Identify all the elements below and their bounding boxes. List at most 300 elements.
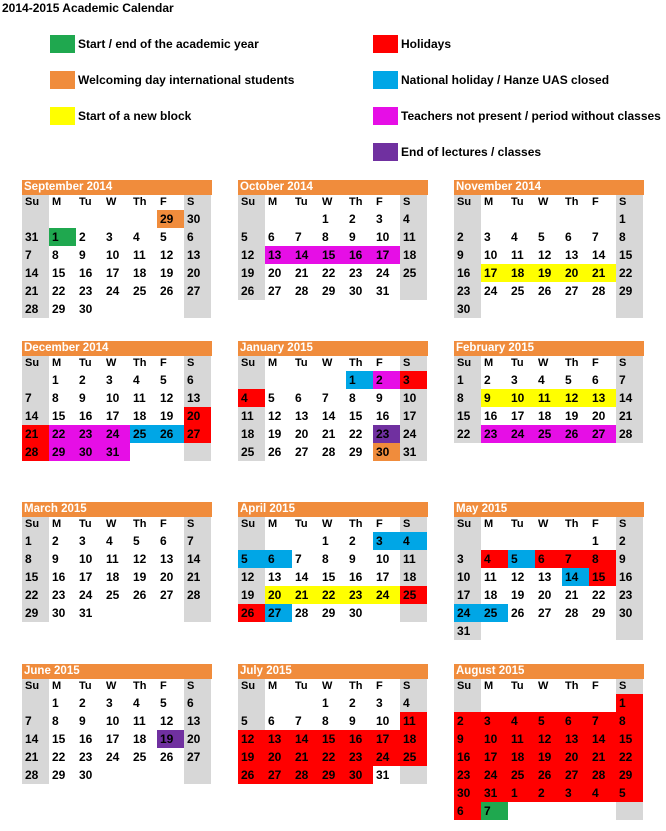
weekday-label: Su <box>22 195 49 210</box>
day-cell: 8 <box>322 552 329 566</box>
day-cell: 6 <box>295 391 302 405</box>
day-cell: 13 <box>538 570 552 584</box>
day-cell: 16 <box>52 570 66 584</box>
day-cell: 22 <box>592 588 606 602</box>
day-cell: 2 <box>616 532 643 550</box>
day-cell <box>373 604 400 622</box>
day-cell: 11 <box>238 407 265 425</box>
day-cell: 14 <box>184 550 211 568</box>
month-title: January 2015 <box>238 341 428 356</box>
day-cell: 27 <box>268 284 282 298</box>
day-cell: 22 <box>454 425 481 443</box>
month-block <box>238 664 428 784</box>
day-cell: 19 <box>238 586 265 604</box>
day-cell <box>130 300 157 318</box>
day-cell: 26 <box>238 604 265 622</box>
week-row <box>454 246 644 264</box>
day-cell: 29 <box>157 210 184 228</box>
week-row <box>238 766 428 784</box>
day-cell: 3 <box>106 373 113 387</box>
day-cell: 26 <box>268 445 282 459</box>
day-cell: 15 <box>349 409 363 423</box>
day-cell: 10 <box>376 714 390 728</box>
day-cell: 5 <box>508 550 535 568</box>
legend-label: Holidays <box>401 37 452 51</box>
day-cell: 29 <box>319 766 346 784</box>
day-cell: 9 <box>349 714 356 728</box>
weekday-header <box>454 356 644 371</box>
legend-item <box>50 107 191 125</box>
day-cell: 6 <box>454 802 481 820</box>
day-cell <box>238 371 265 389</box>
day-cell: 29 <box>49 443 76 461</box>
day-cell <box>400 766 427 784</box>
week-row <box>454 371 644 389</box>
day-cell: 3 <box>454 550 481 568</box>
weekday-label: W <box>322 518 333 530</box>
month-days <box>238 517 428 622</box>
day-cell: 5 <box>565 373 572 387</box>
day-cell: 11 <box>484 570 497 584</box>
day-cell: 12 <box>538 248 552 262</box>
week-row <box>22 712 212 730</box>
day-cell: 22 <box>49 425 76 443</box>
day-cell: 17 <box>481 748 508 766</box>
day-cell: 21 <box>292 748 319 766</box>
day-cell: 12 <box>562 389 589 407</box>
weekday-label: M <box>52 196 62 208</box>
day-cell: 17 <box>79 570 93 584</box>
weekday-header <box>238 679 428 694</box>
week-row <box>454 802 644 820</box>
month-days <box>238 195 428 300</box>
day-cell: 25 <box>400 264 427 282</box>
week-row <box>22 264 212 282</box>
week-row <box>238 246 428 264</box>
day-cell: 18 <box>133 732 147 746</box>
weekday-label: W <box>538 196 549 208</box>
day-cell <box>508 532 535 550</box>
weekday-label: W <box>322 357 333 369</box>
day-cell <box>535 532 562 550</box>
legend-item <box>50 71 294 89</box>
day-cell: 31 <box>454 622 481 640</box>
day-cell: 1 <box>52 373 59 387</box>
day-cell <box>616 300 643 318</box>
day-cell: 8 <box>52 248 59 262</box>
day-cell: 29 <box>52 768 66 782</box>
week-row <box>238 425 428 443</box>
day-cell: 25 <box>535 425 562 443</box>
day-cell: 24 <box>106 284 120 298</box>
day-cell: 21 <box>292 586 319 604</box>
day-cell: 6 <box>265 550 292 568</box>
weekday-header <box>22 517 212 532</box>
day-cell: 1 <box>616 694 643 712</box>
day-cell: 24 <box>400 425 427 443</box>
day-cell: 28 <box>22 300 49 318</box>
legend-swatch <box>50 107 75 125</box>
day-cell: 2 <box>349 696 356 710</box>
week-row <box>22 766 212 784</box>
week-row <box>454 766 644 784</box>
day-cell: 20 <box>160 570 174 584</box>
day-cell: 31 <box>103 443 130 461</box>
weekday-label: W <box>538 680 549 692</box>
weekday-label: Tu <box>295 680 308 692</box>
day-cell <box>508 210 535 228</box>
day-cell <box>589 300 616 318</box>
day-cell: 1 <box>592 534 599 548</box>
weekday-label: F <box>160 357 167 369</box>
day-cell: 24 <box>484 284 498 298</box>
week-row <box>22 228 212 246</box>
day-cell: 5 <box>160 230 167 244</box>
weekday-label: M <box>484 680 494 692</box>
day-cell: 16 <box>349 570 363 584</box>
weekday-label: W <box>106 680 117 692</box>
day-cell: 5 <box>535 712 562 730</box>
day-cell <box>454 694 481 712</box>
day-cell: 17 <box>373 730 400 748</box>
day-cell <box>562 532 589 550</box>
day-cell: 23 <box>79 750 93 764</box>
day-cell <box>481 210 508 228</box>
day-cell: 28 <box>22 766 49 784</box>
weekday-header <box>454 679 644 694</box>
month-title: October 2014 <box>238 180 428 195</box>
day-cell: 10 <box>400 389 427 407</box>
day-cell: 19 <box>157 730 184 748</box>
weekday-label: Su <box>22 517 49 532</box>
day-cell: 17 <box>106 732 120 746</box>
weekday-label: Su <box>22 679 49 694</box>
weekday-label: Th <box>133 518 147 530</box>
weekday-header <box>22 679 212 694</box>
weekday-label: S <box>616 517 643 532</box>
day-cell <box>319 371 346 389</box>
day-cell: 9 <box>481 389 508 407</box>
day-cell: 4 <box>538 373 545 387</box>
weekday-label: Su <box>454 517 481 532</box>
day-cell: 29 <box>322 606 336 620</box>
day-cell <box>238 210 265 228</box>
day-cell: 22 <box>322 266 336 280</box>
day-cell <box>508 694 535 712</box>
day-cell: 19 <box>535 748 562 766</box>
weekday-label: S <box>184 195 211 210</box>
day-cell: 21 <box>184 568 211 586</box>
weekday-header <box>22 195 212 210</box>
week-row <box>238 568 428 586</box>
day-cell: 24 <box>373 586 400 604</box>
day-cell: 30 <box>79 302 93 316</box>
week-row <box>22 532 212 550</box>
weekday-label: S <box>616 195 643 210</box>
legend-label: Welcoming day international students <box>78 73 295 87</box>
day-cell: 27 <box>160 588 174 602</box>
day-cell: 19 <box>238 264 265 282</box>
day-cell: 6 <box>160 534 167 548</box>
day-cell: 17 <box>106 409 120 423</box>
day-cell: 15 <box>52 732 66 746</box>
day-cell: 18 <box>238 425 265 443</box>
day-cell: 7 <box>295 714 302 728</box>
day-cell: 4 <box>511 230 518 244</box>
day-cell: 16 <box>484 409 498 423</box>
day-cell: 12 <box>268 409 282 423</box>
day-cell <box>130 604 157 622</box>
weekday-label: Su <box>238 356 265 371</box>
week-row <box>22 210 212 228</box>
day-cell: 11 <box>511 248 524 262</box>
day-cell <box>103 300 130 318</box>
day-cell: 16 <box>616 568 643 586</box>
day-cell <box>265 371 292 389</box>
day-cell: 1 <box>454 371 481 389</box>
day-cell <box>589 210 616 228</box>
day-cell: 5 <box>238 712 265 730</box>
legend-swatch <box>373 71 398 89</box>
day-cell: 18 <box>484 588 498 602</box>
day-cell: 17 <box>373 246 400 264</box>
week-row <box>22 604 212 622</box>
weekday-label: M <box>484 357 494 369</box>
weekday-label: F <box>376 518 383 530</box>
day-cell: 5 <box>538 230 545 244</box>
day-cell: 28 <box>322 445 336 459</box>
weekday-label: Th <box>133 357 147 369</box>
day-cell: 3 <box>373 532 400 550</box>
day-cell: 23 <box>616 586 643 604</box>
day-cell: 2 <box>535 784 562 802</box>
legend-label: End of lectures / classes <box>401 145 542 159</box>
day-cell: 15 <box>454 407 481 425</box>
week-row <box>454 694 644 712</box>
week-row <box>454 228 644 246</box>
day-cell: 19 <box>160 266 174 280</box>
day-cell <box>130 766 157 784</box>
weekday-label: W <box>322 680 333 692</box>
day-cell: 26 <box>562 425 589 443</box>
day-cell: 10 <box>106 714 120 728</box>
day-cell: 4 <box>400 532 427 550</box>
day-cell: 16 <box>79 266 93 280</box>
day-cell: 10 <box>106 248 120 262</box>
weekday-label: Th <box>349 357 363 369</box>
day-cell: 14 <box>22 264 49 282</box>
day-cell: 10 <box>79 552 93 566</box>
weekday-label: Th <box>349 518 363 530</box>
day-cell <box>616 802 643 820</box>
week-row <box>454 568 644 586</box>
weekday-label: Su <box>22 356 49 371</box>
legend-label: Teachers not present / period without classes <box>401 109 661 123</box>
day-cell: 31 <box>376 768 390 782</box>
day-cell: 12 <box>160 248 174 262</box>
month-days <box>22 517 212 622</box>
day-cell: 26 <box>535 766 562 784</box>
day-cell: 1 <box>322 696 329 710</box>
day-cell: 6 <box>535 550 562 568</box>
day-cell: 18 <box>133 409 147 423</box>
day-cell: 22 <box>616 748 643 766</box>
week-row <box>454 730 644 748</box>
weekday-label: Tu <box>79 357 92 369</box>
day-cell <box>184 443 211 461</box>
day-cell: 4 <box>481 550 508 568</box>
day-cell: 31 <box>481 784 508 802</box>
day-cell: 5 <box>238 550 265 568</box>
weekday-label: Th <box>133 680 147 692</box>
day-cell: 7 <box>22 712 49 730</box>
day-cell: 18 <box>400 568 427 586</box>
day-cell: 26 <box>160 284 174 298</box>
day-cell: 3 <box>400 371 427 389</box>
month-days <box>454 356 644 443</box>
day-cell: 2 <box>52 534 59 548</box>
day-cell: 28 <box>565 606 579 620</box>
day-cell: 22 <box>52 284 66 298</box>
day-cell: 22 <box>319 748 346 766</box>
month-title: September 2014 <box>22 180 212 195</box>
day-cell <box>103 210 130 228</box>
day-cell <box>562 622 589 640</box>
day-cell: 3 <box>562 784 589 802</box>
day-cell: 12 <box>535 730 562 748</box>
day-cell: 18 <box>508 264 535 282</box>
day-cell: 31 <box>376 284 390 298</box>
day-cell: 21 <box>295 266 309 280</box>
day-cell: 27 <box>265 766 292 784</box>
day-cell: 21 <box>22 282 49 300</box>
day-cell: 23 <box>373 425 400 443</box>
day-cell: 6 <box>268 230 275 244</box>
week-row <box>238 389 428 407</box>
week-row <box>238 712 428 730</box>
day-cell <box>184 604 211 622</box>
day-cell: 13 <box>184 246 211 264</box>
day-cell <box>454 532 481 550</box>
day-cell: 28 <box>616 425 643 443</box>
day-cell: 9 <box>376 391 383 405</box>
day-cell: 1 <box>346 371 373 389</box>
day-cell: 30 <box>616 604 643 622</box>
day-cell: 6 <box>562 712 589 730</box>
legend-swatch <box>50 71 75 89</box>
weekday-label: Tu <box>79 518 92 530</box>
day-cell: 24 <box>103 425 130 443</box>
weekday-header <box>238 517 428 532</box>
day-cell: 12 <box>511 570 525 584</box>
day-cell: 20 <box>265 748 292 766</box>
week-row <box>22 586 212 604</box>
day-cell <box>481 532 508 550</box>
week-row <box>454 712 644 730</box>
legend-label: Start of a new block <box>78 109 192 123</box>
day-cell: 4 <box>133 230 140 244</box>
week-row <box>238 532 428 550</box>
day-cell: 14 <box>22 407 49 425</box>
weekday-label: Su <box>238 679 265 694</box>
month-block <box>454 664 644 820</box>
day-cell: 10 <box>106 391 120 405</box>
day-cell: 27 <box>589 425 616 443</box>
day-cell <box>535 694 562 712</box>
month-days <box>454 195 644 318</box>
day-cell: 17 <box>106 266 120 280</box>
week-row <box>238 586 428 604</box>
day-cell: 22 <box>52 750 66 764</box>
weekday-header <box>238 195 428 210</box>
day-cell: 15 <box>319 246 346 264</box>
week-row <box>454 407 644 425</box>
day-cell: 27 <box>565 284 579 298</box>
weekday-label: M <box>268 196 278 208</box>
day-cell: 3 <box>484 230 491 244</box>
day-cell: 11 <box>400 228 427 246</box>
legend-label: National holiday / Hanze UAS closed <box>401 73 610 87</box>
day-cell: 15 <box>319 730 346 748</box>
day-cell: 13 <box>589 389 616 407</box>
day-cell: 11 <box>508 730 535 748</box>
weekday-label: M <box>52 357 62 369</box>
day-cell: 20 <box>538 588 552 602</box>
day-cell: 5 <box>616 784 643 802</box>
weekday-label: S <box>616 356 643 371</box>
day-cell: 23 <box>346 586 373 604</box>
day-cell: 30 <box>79 768 93 782</box>
day-cell <box>562 802 589 820</box>
day-cell: 6 <box>184 694 211 712</box>
day-cell: 29 <box>616 282 643 300</box>
weekday-label: Tu <box>295 196 308 208</box>
day-cell: 19 <box>565 409 579 423</box>
day-cell <box>103 766 130 784</box>
day-cell: 12 <box>133 552 147 566</box>
week-row <box>454 532 644 550</box>
day-cell: 19 <box>133 570 147 584</box>
month-days <box>238 679 428 784</box>
day-cell: 7 <box>589 712 616 730</box>
page-title: 2014-2015 Academic Calendar <box>2 1 174 15</box>
day-cell: 8 <box>322 230 329 244</box>
day-cell <box>508 802 535 820</box>
day-cell: 2 <box>454 712 481 730</box>
day-cell: 1 <box>322 534 329 548</box>
day-cell: 12 <box>238 568 265 586</box>
day-cell: 4 <box>106 534 113 548</box>
day-cell <box>157 300 184 318</box>
day-cell: 2 <box>79 373 86 387</box>
weekday-label: F <box>160 518 167 530</box>
weekday-label: Th <box>349 196 363 208</box>
day-cell: 10 <box>376 230 390 244</box>
day-cell: 14 <box>292 730 319 748</box>
weekday-label: Tu <box>295 357 308 369</box>
day-cell: 29 <box>592 606 606 620</box>
day-cell <box>292 694 319 712</box>
day-cell <box>481 694 508 712</box>
day-cell: 1 <box>322 212 329 226</box>
day-cell: 28 <box>292 766 319 784</box>
week-row <box>22 371 212 389</box>
day-cell: 13 <box>265 730 292 748</box>
weekday-label: M <box>484 518 494 530</box>
day-cell: 20 <box>184 730 211 748</box>
weekday-label: S <box>400 679 427 694</box>
weekday-label: Tu <box>295 518 308 530</box>
